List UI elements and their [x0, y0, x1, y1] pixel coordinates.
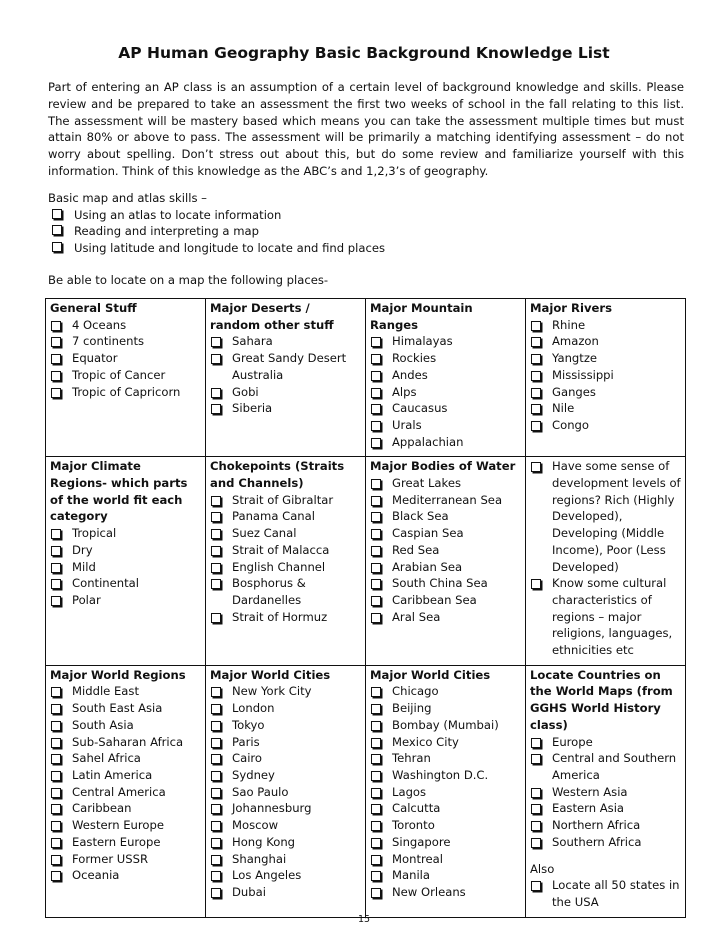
cell-heading: Major World Regions: [50, 667, 186, 682]
checkbox-bullet-icon: [211, 888, 221, 898]
checkbox-bullet-icon: [51, 721, 61, 731]
checkbox-bullet-icon: [371, 855, 381, 865]
list-item: Eastern Asia: [530, 800, 681, 817]
checkbox-bullet-icon: [211, 496, 221, 506]
list-item: Toronto: [370, 817, 521, 834]
table-cell: [526, 665, 686, 917]
list-item: Congo: [530, 417, 681, 434]
list-item: Strait of Hormuz: [210, 609, 361, 626]
checkbox-bullet-icon: [51, 563, 61, 573]
table-cell: [526, 457, 686, 665]
checkbox-bullet-icon: [51, 821, 61, 831]
cell-list: [530, 734, 681, 851]
list-item: Red Sea: [370, 542, 521, 559]
list-item: Using an atlas to locate information: [48, 207, 385, 224]
list-item: Chicago: [370, 683, 521, 700]
list-item: Paris: [210, 734, 361, 751]
checkbox-bullet-icon: [211, 788, 221, 798]
checkbox-bullet-icon: [371, 838, 381, 848]
list-item: Europe: [530, 734, 681, 751]
intro-paragraph: Part of entering an AP class is an assumption of a certain level of background knowledge and skills. Please review and be prepared to take an assessment the first two weeks of school in the fall relating to this list. The assessment will be mastery based which means you can take the assessment multiple times but must attain 80% or above to pass. The assessment will be primarily a matching identifying assessment – do not worry about spelling. Don’t stress out about this, but do some review and familiarize yourself with this information. Think of this knowledge as the ABC’s and 1,2,3’s of geography.: [48, 80, 684, 178]
list-item: Caribbean: [50, 800, 201, 817]
checkbox-bullet-icon: [531, 337, 541, 347]
list-item: Sub-Saharan Africa: [50, 734, 201, 751]
locate-heading: Be able to locate on a map the following places-: [48, 273, 329, 287]
list-item: Montreal: [370, 851, 521, 868]
checkbox-bullet-icon: [51, 546, 61, 556]
list-item: Tropical: [50, 525, 201, 542]
list-item: Urals: [370, 417, 521, 434]
cell-heading: Major World Cities: [210, 667, 331, 682]
list-item: Mediterranean Sea: [370, 492, 521, 509]
list-item: New York City: [210, 683, 361, 700]
list-item: Mild: [50, 559, 201, 576]
list-item: Southern Africa: [530, 834, 681, 851]
list-item: Bombay (Mumbai): [370, 717, 521, 734]
checkbox-bullet-icon: [211, 687, 221, 697]
list-item: Eastern Europe: [50, 834, 201, 851]
cell-list: [370, 475, 521, 625]
cell-list: [210, 333, 361, 417]
checkbox-bullet-icon: [371, 788, 381, 798]
cell-heading: Major World Cities: [370, 667, 491, 682]
checkbox-bullet-icon: [531, 754, 541, 764]
list-item: Tokyo: [210, 717, 361, 734]
list-item: Beijing: [370, 700, 521, 717]
list-item: London: [210, 700, 361, 717]
checkbox-bullet-icon: [531, 421, 541, 431]
checkbox-bullet-icon: [371, 421, 381, 431]
checkbox-bullet-icon: [51, 871, 61, 881]
checkbox-bullet-icon: [371, 388, 381, 398]
cell-list: [50, 525, 201, 609]
list-item: Rockies: [370, 350, 521, 367]
checkbox-bullet-icon: [211, 838, 221, 848]
list-item: Panama Canal: [210, 508, 361, 525]
table-cell: [526, 299, 686, 457]
checkbox-bullet-icon: [371, 888, 381, 898]
checkbox-bullet-icon: [371, 479, 381, 489]
checkbox-bullet-icon: [531, 788, 541, 798]
cell-heading: General Stuff: [50, 301, 137, 315]
cell-list: [210, 492, 361, 626]
table-cell: [366, 457, 526, 665]
list-item: Nile: [530, 400, 681, 417]
checkbox-bullet-icon: [371, 613, 381, 623]
checkbox-bullet-icon: [371, 596, 381, 606]
list-item: Caribbean Sea: [370, 592, 521, 609]
list-item: Strait of Malacca: [210, 542, 361, 559]
checkbox-bullet-icon: [371, 496, 381, 506]
checkbox-bullet-icon: [51, 687, 61, 697]
list-item: Cairo: [210, 750, 361, 767]
list-item: Polar: [50, 592, 201, 609]
list-item: Los Angeles: [210, 867, 361, 884]
checkbox-bullet-icon: [211, 529, 221, 539]
checkbox-bullet-icon: [51, 337, 61, 347]
list-item: Black Sea: [370, 508, 521, 525]
list-item: Latin America: [50, 767, 201, 784]
page-number: 15: [357, 914, 371, 925]
checkbox-bullet-icon: [371, 404, 381, 414]
table-cell: [206, 457, 366, 665]
checkbox-bullet-icon: [211, 337, 221, 347]
basic-skills-section: [48, 190, 385, 256]
checkbox-bullet-icon: [211, 855, 221, 865]
checkbox-bullet-icon: [531, 371, 541, 381]
list-item: Hong Kong: [210, 834, 361, 851]
list-item: Equator: [50, 350, 201, 367]
table-cell: [366, 665, 526, 917]
list-item: Rhine: [530, 317, 681, 334]
list-item: Oceania: [50, 867, 201, 884]
checkbox-bullet-icon: [531, 838, 541, 848]
checkbox-bullet-icon: [51, 804, 61, 814]
checkbox-bullet-icon: [211, 354, 221, 364]
checkbox-bullet-icon: [211, 721, 221, 731]
table-row: [46, 457, 686, 665]
cell-heading: Locate Countries on the World Maps (from GGHS World History class): [530, 667, 673, 732]
checkbox-bullet-icon: [371, 438, 381, 448]
list-item: Dry: [50, 542, 201, 559]
table-cell: [46, 299, 206, 457]
list-item: Great Sandy Desert Australia: [210, 350, 361, 383]
checkbox-bullet-icon: [211, 404, 221, 414]
list-item: Have some sense of development levels of regions? Rich (Highly Developed), Developing (Middle Income), Poor (Less Developed): [530, 458, 681, 575]
checkbox-bullet-icon: [51, 771, 61, 781]
list-item: Washington D.C.: [370, 767, 521, 784]
list-item: Sao Paulo: [210, 784, 361, 801]
list-item: Siberia: [210, 400, 361, 417]
checkbox-bullet-icon: [51, 596, 61, 606]
cell-heading: Major Deserts / random other stuff: [210, 301, 334, 332]
list-item: Lagos: [370, 784, 521, 801]
checkbox-bullet-icon: [51, 579, 61, 589]
list-item: Manila: [370, 867, 521, 884]
table-cell: [46, 665, 206, 917]
cell-heading: Major Rivers: [530, 301, 612, 315]
list-item: South East Asia: [50, 700, 201, 717]
checkbox-bullet-icon: [211, 821, 221, 831]
list-item: Arabian Sea: [370, 559, 521, 576]
list-item: Sydney: [210, 767, 361, 784]
list-item: Former USSR: [50, 851, 201, 868]
list-item: Know some cultural characteristics of regions – major religions, languages, ethnicities etc: [530, 575, 681, 659]
checkbox-bullet-icon: [211, 388, 221, 398]
checkbox-bullet-icon: [51, 371, 61, 381]
cell-list: [370, 683, 521, 900]
checkbox-bullet-icon: [51, 855, 61, 865]
list-item: Gobi: [210, 384, 361, 401]
checkbox-bullet-icon: [51, 354, 61, 364]
list-item: Amazon: [530, 333, 681, 350]
checkbox-bullet-icon: [211, 771, 221, 781]
list-item: New Orleans: [370, 884, 521, 901]
list-item: Northern Africa: [530, 817, 681, 834]
checkbox-bullet-icon: [531, 579, 541, 589]
list-item: Himalayas: [370, 333, 521, 350]
checkbox-bullet-icon: [51, 788, 61, 798]
list-item: Caspian Sea: [370, 525, 521, 542]
list-item: Mississippi: [530, 367, 681, 384]
list-item: Sahara: [210, 333, 361, 350]
list-item: Ganges: [530, 384, 681, 401]
checkbox-bullet-icon: [51, 704, 61, 714]
checkbox-bullet-icon: [51, 529, 61, 539]
list-item: South Asia: [50, 717, 201, 734]
checkbox-bullet-icon: [531, 821, 541, 831]
cell-list: [50, 317, 201, 401]
cell-list: [210, 683, 361, 900]
list-item: Central and Southern America: [530, 750, 681, 783]
list-item: Central America: [50, 784, 201, 801]
checkbox-bullet-icon: [211, 738, 221, 748]
checkbox-bullet-icon: [371, 371, 381, 381]
list-item: Caucasus: [370, 400, 521, 417]
checkbox-bullet-icon: [211, 754, 221, 764]
checkbox-bullet-icon: [51, 321, 61, 331]
table-row: [46, 299, 686, 457]
checkbox-bullet-icon: [371, 563, 381, 573]
list-item: Western Asia: [530, 784, 681, 801]
checkbox-bullet-icon: [371, 579, 381, 589]
cell-heading: Major Mountain Ranges: [370, 301, 473, 332]
checkbox-bullet-icon: [531, 388, 541, 398]
checkbox-bullet-icon: [52, 242, 62, 252]
list-item: South China Sea: [370, 575, 521, 592]
list-item: Aral Sea: [370, 609, 521, 626]
list-item: English Channel: [210, 559, 361, 576]
cell-list: [50, 683, 201, 883]
list-item: Continental: [50, 575, 201, 592]
cell-list: [530, 877, 681, 910]
list-item: Johannesburg: [210, 800, 361, 817]
list-item: Using latitude and longitude to locate and find places: [48, 240, 385, 257]
cell-heading: Major Bodies of Water: [370, 459, 516, 474]
list-item: Moscow: [210, 817, 361, 834]
checkbox-bullet-icon: [371, 771, 381, 781]
table-cell: [46, 457, 206, 665]
list-item: Andes: [370, 367, 521, 384]
checkbox-bullet-icon: [211, 871, 221, 881]
checkbox-bullet-icon: [531, 321, 541, 331]
checkbox-bullet-icon: [51, 754, 61, 764]
checkbox-bullet-icon: [531, 804, 541, 814]
also-label: Also: [530, 861, 555, 876]
table-cell: [206, 299, 366, 457]
checkbox-bullet-icon: [371, 704, 381, 714]
list-item: Yangtze: [530, 350, 681, 367]
checkbox-bullet-icon: [211, 613, 221, 623]
checkbox-bullet-icon: [371, 721, 381, 731]
list-item: Tropic of Capricorn: [50, 384, 201, 401]
checkbox-bullet-icon: [531, 881, 541, 891]
list-item: Tehran: [370, 750, 521, 767]
cell-heading: Chokepoints (Straits and Channels): [210, 459, 345, 491]
checkbox-bullet-icon: [371, 512, 381, 522]
checkbox-bullet-icon: [211, 512, 221, 522]
list-item: Appalachian: [370, 434, 521, 451]
list-item: Middle East: [50, 683, 201, 700]
list-item: Great Lakes: [370, 475, 521, 492]
list-item: Dubai: [210, 884, 361, 901]
list-item: Singapore: [370, 834, 521, 851]
checkbox-bullet-icon: [211, 704, 221, 714]
checkbox-bullet-icon: [211, 563, 221, 573]
table-row: [46, 665, 686, 917]
checkbox-bullet-icon: [371, 337, 381, 347]
list-item: Reading and interpreting a map: [48, 223, 385, 240]
list-item: 7 continents: [50, 333, 201, 350]
checkbox-bullet-icon: [371, 821, 381, 831]
checkbox-bullet-icon: [371, 546, 381, 556]
list-item: Sahel Africa: [50, 750, 201, 767]
list-item: Calcutta: [370, 800, 521, 817]
checkbox-bullet-icon: [211, 579, 221, 589]
checkbox-bullet-icon: [531, 738, 541, 748]
list-item: Tropic of Cancer: [50, 367, 201, 384]
list-item: Mexico City: [370, 734, 521, 751]
basic-skills-list: [48, 207, 385, 257]
page-title: AP Human Geography Basic Background Knowledge List: [118, 44, 610, 62]
list-item: 4 Oceans: [50, 317, 201, 334]
cell-list: [530, 317, 681, 434]
checkbox-bullet-icon: [371, 871, 381, 881]
list-item: Strait of Gibraltar: [210, 492, 361, 509]
checkbox-bullet-icon: [531, 462, 541, 472]
list-item: Western Europe: [50, 817, 201, 834]
list-item: Bosphorus & Dardanelles: [210, 575, 361, 608]
table-cell: [366, 299, 526, 457]
checkbox-bullet-icon: [371, 738, 381, 748]
list-item: Shanghai: [210, 851, 361, 868]
checkbox-bullet-icon: [371, 754, 381, 764]
checkbox-bullet-icon: [51, 738, 61, 748]
cell-list: [530, 458, 681, 658]
checkbox-bullet-icon: [51, 838, 61, 848]
checkbox-bullet-icon: [52, 209, 62, 219]
checkbox-bullet-icon: [211, 546, 221, 556]
table-cell: [206, 665, 366, 917]
checkbox-bullet-icon: [531, 404, 541, 414]
basic-skills-heading: Basic map and atlas skills –: [48, 191, 207, 205]
checkbox-bullet-icon: [531, 354, 541, 364]
checkbox-bullet-icon: [371, 354, 381, 364]
checkbox-bullet-icon: [51, 388, 61, 398]
checkbox-bullet-icon: [211, 804, 221, 814]
cell-list: [370, 333, 521, 450]
checkbox-bullet-icon: [371, 529, 381, 539]
cell-heading: Major Climate Regions- which parts of the world fit each category: [50, 459, 188, 524]
list-item: Suez Canal: [210, 525, 361, 542]
checkbox-bullet-icon: [52, 225, 62, 235]
list-item: Alps: [370, 384, 521, 401]
places-table: [45, 298, 686, 918]
list-item: Locate all 50 states in the USA: [530, 877, 681, 910]
checkbox-bullet-icon: [371, 804, 381, 814]
checkbox-bullet-icon: [371, 687, 381, 697]
